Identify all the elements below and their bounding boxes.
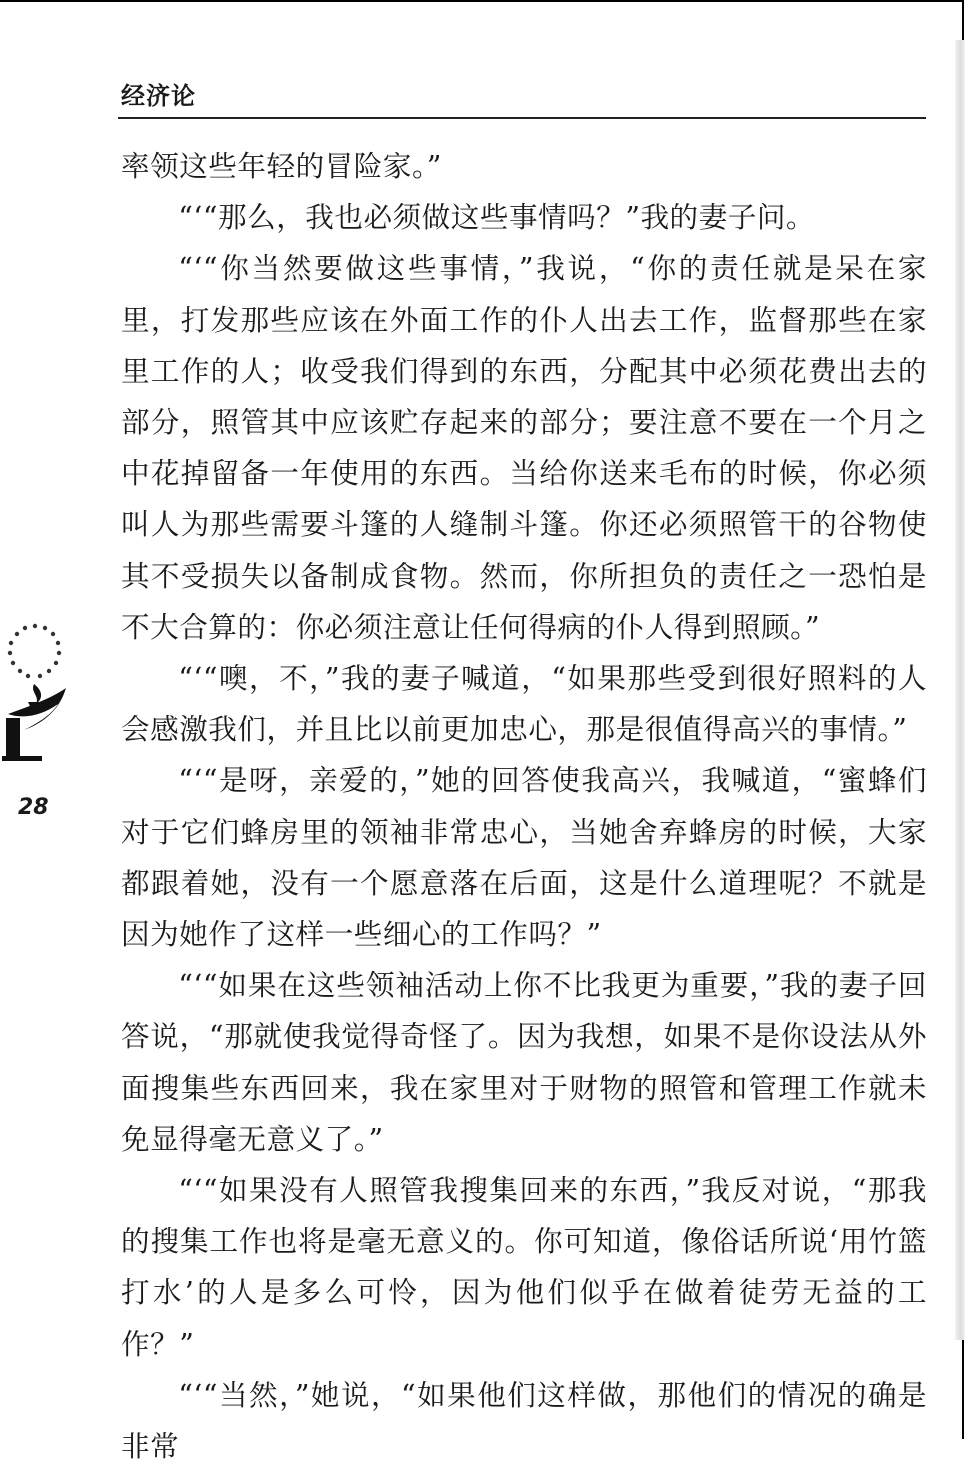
page-number: 28 <box>18 795 49 820</box>
torch-ornament-icon <box>0 618 70 768</box>
running-head: 经济论 <box>121 81 196 110</box>
page-edge-shadow <box>955 40 965 1340</box>
paragraph: “‘“当然，”她说，“如果他们这样做，那他们的情况的确是非常 <box>121 1377 927 1464</box>
paragraph: “‘“那么，我也必须做这些事情吗？”我的妻子问。 <box>178 200 816 235</box>
header-rule <box>118 117 926 119</box>
paragraph: 率领这些年轻的冒险家。” <box>121 149 442 183</box>
paragraph: “‘“你当然要做这些事情，”我说，“你的责任就是呆在家里，打发那些应该在外面工作的仆人出去工作，监督那些在家里工作的人；收受我们得到的东西，分配其中必须花费出去的部分，照管其中应该贮存起来的部分；要注意不要在一个月之中花掉留备一年使用的东西。当给你送来毛布的时候，你必须叫人为那些需要斗篷的人缝制斗篷。你还必须照管干的谷物使其不受损失以备制成食物。然而，你所担负的责任之一恐怕是不大合算的：你必须注意让任何得病的仆人得到照顾。” <box>121 251 927 644</box>
paragraph: “‘“噢，不，”我的妻子喊道，“如果那些受到很好照料的人会感激我们，并且比以前更加忠心，那是很值得高兴的事情。” <box>121 661 927 747</box>
paragraph: “‘“如果没有人照管我搜集回来的东西，”我反对说，“那我的搜集工作也将是毫无意义的。你可知道，像俗话所说‘用竹篮打水’的人是多么可怜，因为他们似乎在做着徒劳无益的工作？” <box>121 1173 927 1361</box>
paragraph: “‘“是呀，亲爱的，”她的回答使我高兴，我喊道，“蜜蜂们对于它们蜂房里的领袖非常忠心，当她舍弃蜂房的时候，大家都跟着她，没有一个愿意落在后面，这是什么道理呢？不就是因为她作了这样一些细心的工作吗？” <box>121 763 927 952</box>
paragraph: “‘“如果在这些领袖活动上你不比我更为重要，”我的妻子回答说，“那就使我觉得奇怪了。因为我想，如果不是你设法从外面搜集些东西回来，我在家里对于财物的照管和管理工作就未免显得毫无意义了。” <box>121 968 927 1156</box>
body-text <box>121 141 927 1472</box>
